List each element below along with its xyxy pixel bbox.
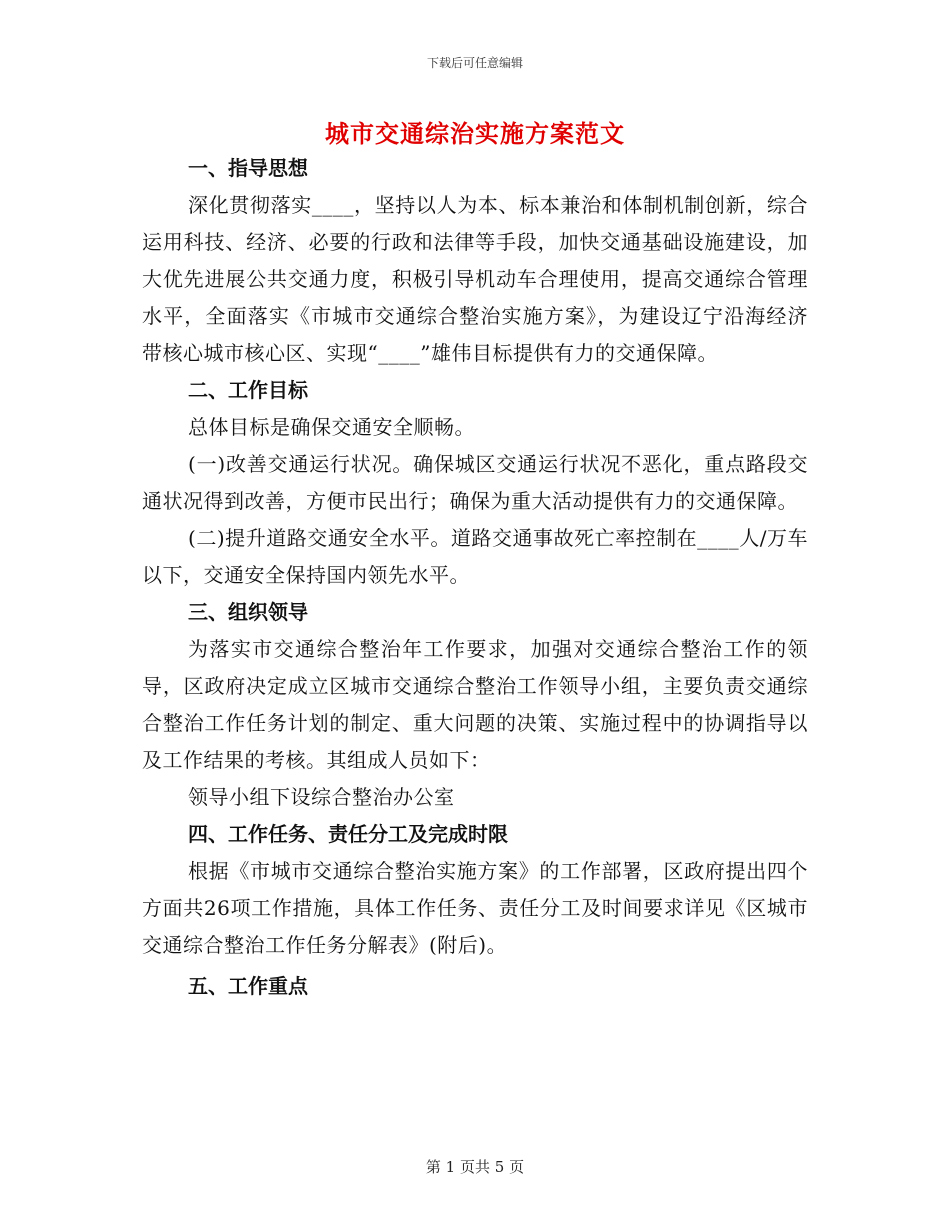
section-paragraph: 领导小组下设综合整治办公室	[188, 785, 455, 809]
section-paragraph: 总体目标是确保交通安全顺畅。	[188, 415, 475, 439]
section-heading-work-tasks: 四、工作任务、责任分工及完成时限	[188, 822, 508, 846]
document-body	[142, 150, 808, 1005]
section-paragraph: 根据《市城市交通综合整治实施方案》的工作部署，区政府提出四个方面共26项工作措施，具体工作任务、责任分工及时间要求详见《区城市交通综合整治工作任务分解表》(附后)。	[142, 859, 808, 957]
section-heading-work-goals: 二、工作目标	[188, 378, 308, 402]
section-paragraph: 深化贯彻落实____，坚持以人为本、标本兼治和体制机制创新，综合运用科技、经济、必要的行政和法律等手段，加快交通基础设施建设，加大优先进展公共交通力度，积极引导机动车合理使用，提高交通综合管理水平，全面落实《市城市交通综合整治实施方案》，为建设辽宁沿海经济带核心城市核心区、实现“____”雄伟目标提供有力的交通保障。	[142, 193, 808, 365]
section-paragraph: (一)改善交通运行状况。确保城区交通运行状况不恶化，重点路段交通状况得到改善，方便市民出行；确保为重大活动提供有力的交通保障。	[142, 452, 808, 513]
page-header-note: 下载后可任意编辑	[426, 56, 523, 70]
section-paragraph: (二)提升道路交通安全水平。道路交通事故死亡率控制在____人/万车以下，交通安全保持国内领先水平。	[142, 526, 808, 587]
document-title: 城市交通综治实施方案范文	[325, 119, 625, 148]
section-paragraph: 为落实市交通综合整治年工作要求，加强对交通综合整治工作的领导，区政府决定成立区城市交通综合整治工作领导小组，主要负责交通综合整治工作任务计划的制定、重大问题的决策、实施过程中的协调指导以及工作结果的考核。其组成人员如下：	[142, 637, 808, 772]
section-heading-guiding-ideology: 一、指导思想	[188, 156, 308, 180]
page-number-footer: 第 1 页共 5 页	[425, 1158, 525, 1176]
section-heading-work-focus: 五、工作重点	[188, 974, 308, 998]
section-heading-organization-leadership: 三、组织领导	[188, 600, 308, 624]
